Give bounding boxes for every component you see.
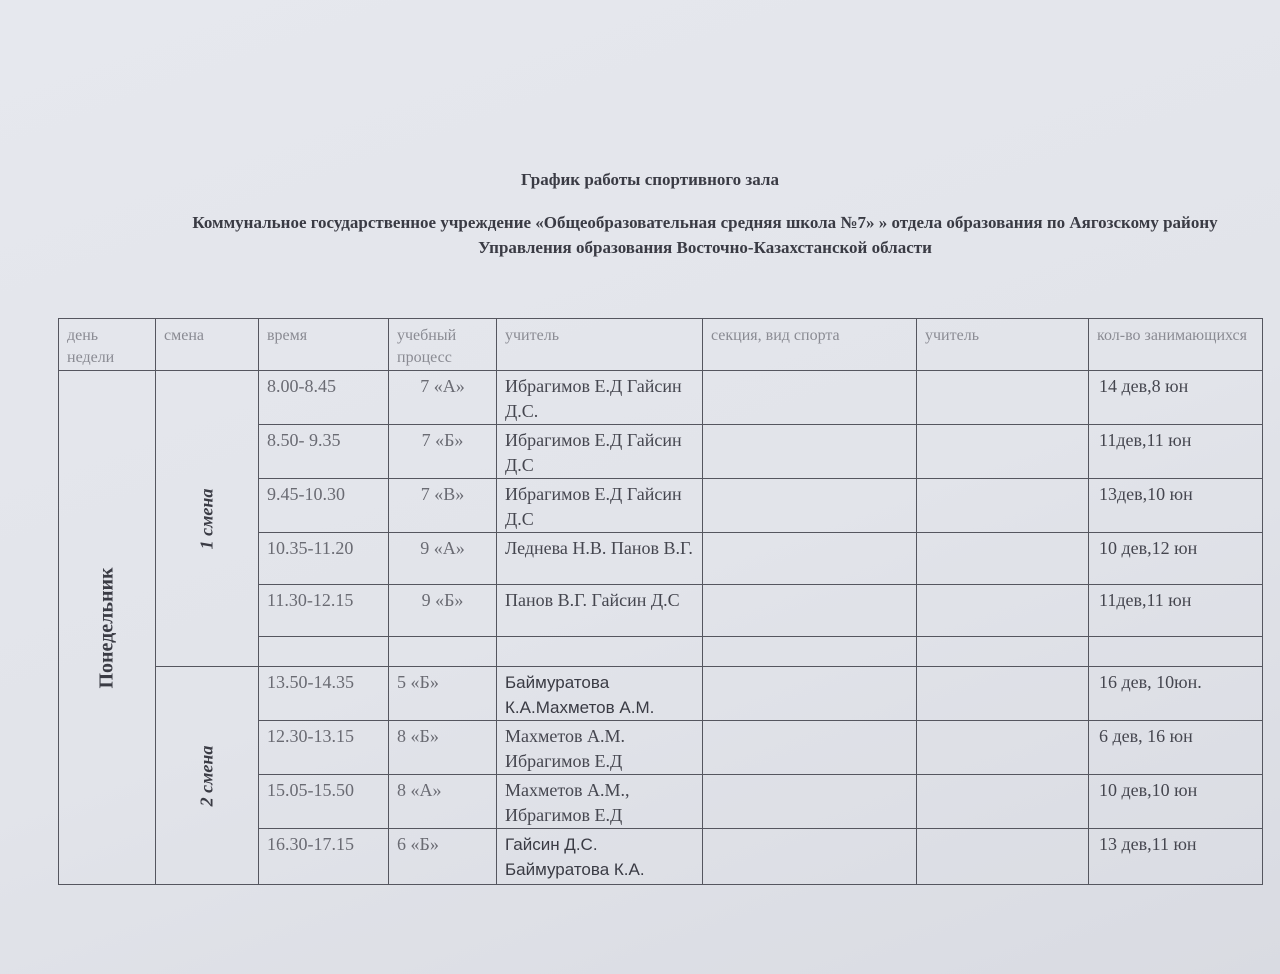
teacher-cell: Баймуратова К.А.Махметов А.М.	[497, 667, 703, 721]
count-cell: 13дев,10 юн	[1089, 479, 1263, 533]
day-label: Понедельник	[95, 566, 118, 689]
section-cell	[703, 585, 917, 637]
count-cell: 10 дев,10 юн	[1089, 775, 1263, 829]
section-cell	[703, 479, 917, 533]
teacher-cell: Гайсин Д.С. Баймуратова К.А.	[497, 829, 703, 885]
header-teacher: учитель	[497, 319, 703, 371]
section-cell	[703, 775, 917, 829]
teacher2-cell	[917, 371, 1089, 425]
section-cell	[703, 829, 917, 885]
time-cell: 16.30-17.15	[259, 829, 389, 885]
document-subtitle: Коммунальное государственное учреждение «Общеобразовательная средняя школа №7» » отдела образования по Аягозскому району Управления образования Восточно-Казахстанской области	[192, 213, 1218, 257]
time-cell: 10.35-11.20	[259, 533, 389, 585]
day-cell	[59, 371, 156, 885]
count-cell	[1089, 637, 1263, 667]
teacher-cell: Ибрагимов Е.Д Гайсин Д.С.	[497, 371, 703, 425]
header-lesson: учебный процесс	[389, 319, 497, 371]
header-teacher2: учитель	[917, 319, 1089, 371]
count-cell: 10 дев,12 юн	[1089, 533, 1263, 585]
header-row	[59, 319, 1263, 371]
class-cell: 5 «Б»	[389, 667, 497, 721]
count-cell: 11дев,11 юн	[1089, 425, 1263, 479]
time-cell: 13.50-14.35	[259, 667, 389, 721]
teacher-cell	[497, 637, 703, 667]
shift1-cell	[156, 371, 259, 667]
table-row	[59, 371, 1263, 425]
teacher2-cell	[917, 585, 1089, 637]
teacher2-cell	[917, 667, 1089, 721]
class-cell: 7 «А»	[389, 371, 497, 425]
table-row	[59, 667, 1263, 721]
header-section: секция, вид спорта	[703, 319, 917, 371]
time-cell: 8.50- 9.35	[259, 425, 389, 479]
teacher-cell: Панов В.Г. Гайсин Д.С	[497, 585, 703, 637]
section-cell	[703, 533, 917, 585]
class-cell: 8 «А»	[389, 775, 497, 829]
class-cell	[389, 637, 497, 667]
count-cell: 11дев,11 юн	[1089, 585, 1263, 637]
time-cell: 9.45-10.30	[259, 479, 389, 533]
teacher-cell: Ибрагимов Е.Д Гайсин Д.С	[497, 479, 703, 533]
class-cell: 9 «А»	[389, 533, 497, 585]
teacher2-cell	[917, 425, 1089, 479]
time-cell	[259, 637, 389, 667]
document-title: График работы спортивного зала	[521, 170, 779, 189]
count-cell: 16 дев, 10юн.	[1089, 667, 1263, 721]
class-cell: 7 «В»	[389, 479, 497, 533]
header-shift: смена	[156, 319, 259, 371]
teacher-cell: Махметов А.М. Ибрагимов Е.Д	[497, 721, 703, 775]
time-cell: 15.05-15.50	[259, 775, 389, 829]
teacher-cell: Леднева Н.В. Панов В.Г.	[497, 533, 703, 585]
teacher2-cell	[917, 775, 1089, 829]
teacher2-cell	[917, 533, 1089, 585]
header-count: кол-во занимающихся	[1089, 319, 1263, 371]
shift2-cell	[156, 667, 259, 885]
class-cell: 6 «Б»	[389, 829, 497, 885]
header-time: время	[259, 319, 389, 371]
time-cell: 12.30-13.15	[259, 721, 389, 775]
shift1-label: 1 смена	[196, 488, 217, 549]
section-cell	[703, 721, 917, 775]
count-cell: 6 дев, 16 юн	[1089, 721, 1263, 775]
class-cell: 9 «Б»	[389, 585, 497, 637]
schedule-table	[58, 318, 1263, 885]
time-cell: 8.00-8.45	[259, 371, 389, 425]
teacher2-cell	[917, 829, 1089, 885]
section-cell	[703, 371, 917, 425]
section-cell	[703, 667, 917, 721]
teacher-cell: Ибрагимов Е.Д Гайсин Д.С	[497, 425, 703, 479]
class-cell: 8 «Б»	[389, 721, 497, 775]
teacher2-cell	[917, 479, 1089, 533]
class-cell: 7 «Б»	[389, 425, 497, 479]
section-cell	[703, 637, 917, 667]
shift2-label: 2 смена	[196, 745, 217, 806]
teacher-cell: Махметов А.М., Ибрагимов Е.Д	[497, 775, 703, 829]
count-cell: 14 дев,8 юн	[1089, 371, 1263, 425]
section-cell	[703, 425, 917, 479]
time-cell: 11.30-12.15	[259, 585, 389, 637]
header-day: день недели	[59, 319, 156, 371]
count-cell: 13 дев,11 юн	[1089, 829, 1263, 885]
teacher2-cell	[917, 721, 1089, 775]
teacher2-cell	[917, 637, 1089, 667]
